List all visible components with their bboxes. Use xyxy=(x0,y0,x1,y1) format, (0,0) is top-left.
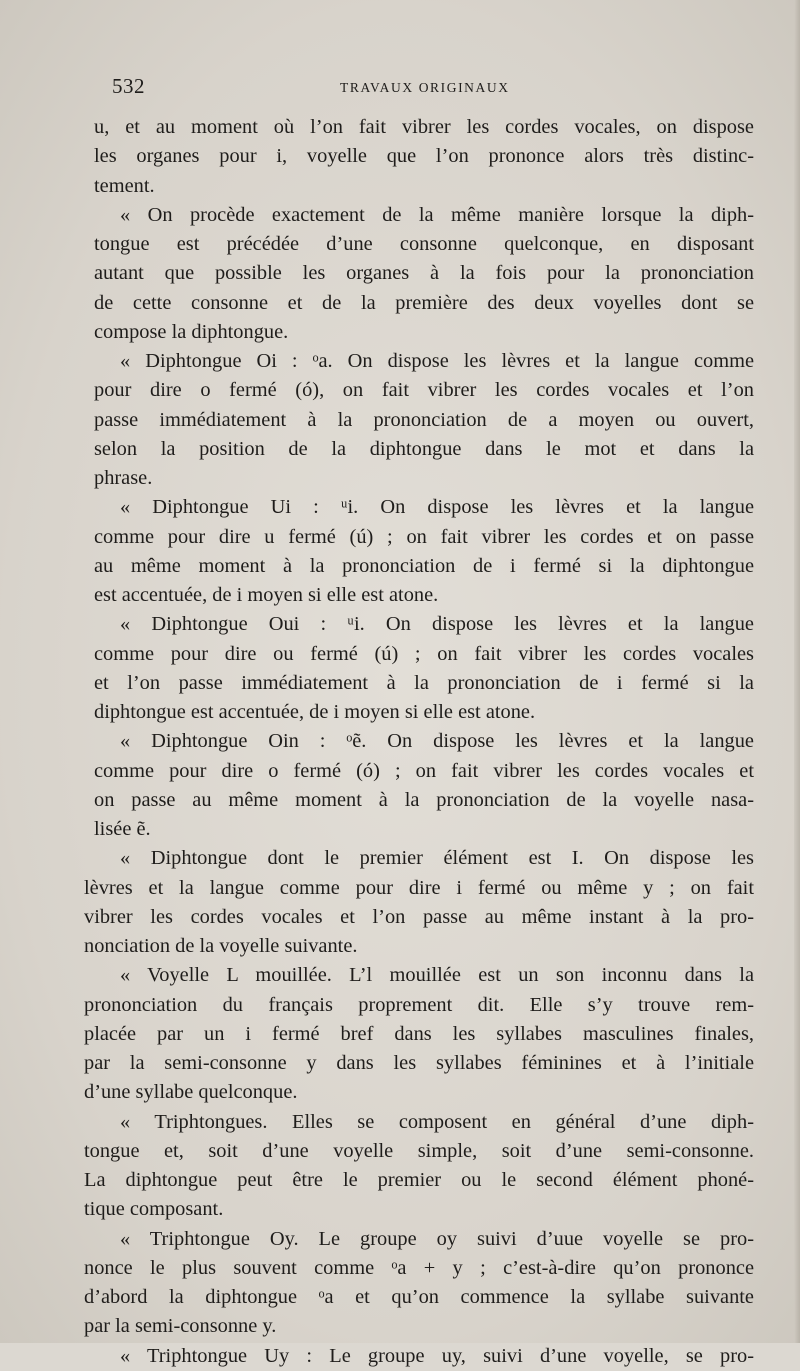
page-number: 532 xyxy=(112,74,145,98)
text-line: de cette consonne et de la première des deux voyelles dont se xyxy=(94,291,754,314)
text-line: « Diphtongue Oui : ᵘi. On dispose les lèvres et la langue xyxy=(120,613,754,636)
text-line: et l’on passe immédiatement à la prononciation de i fermé si la xyxy=(94,671,754,694)
text-line: La diphtongue peut être le premier ou le second élément phoné- xyxy=(84,1169,754,1191)
text-line: phrase. xyxy=(94,467,153,489)
text-line: lèvres et la langue comme pour dire i fermé ou même y ; on fait xyxy=(84,876,754,899)
text-line: « Triphtongue Oy. Le groupe oy suivi d’uue voyelle se pro- xyxy=(120,1227,754,1250)
page-edge-shadow xyxy=(794,0,800,1343)
text-line: u, et au moment où l’on fait vibrer les cordes vocales, on dispose xyxy=(94,116,754,138)
text-line: comme pour dire ou fermé (ú) ; on fait vibrer les cordes vocales xyxy=(94,642,754,665)
page-header xyxy=(112,74,532,104)
text-line: « Diphtongue dont le premier élément est I. On dispose les xyxy=(120,847,754,870)
text-line: prononciation du français proprement dit. Elle s’y trouve rem- xyxy=(84,993,754,1016)
text-line: par la semi-consonne y. xyxy=(84,1315,277,1338)
text-line: tongue est précédée d’une consonne quelconque, en disposant xyxy=(94,233,754,255)
text-line: comme pour dire u fermé (ú) ; on fait vibrer les cordes et on passe xyxy=(94,525,754,548)
text-line: « Diphtongue Oi : ᵒa. On dispose les lèvres et la langue comme xyxy=(120,350,754,372)
text-line: comme pour dire o fermé (ó) ; on fait vibrer les cordes vocales et xyxy=(94,759,754,782)
text-line: placée par un i fermé bref dans les syllabes masculines finales, xyxy=(84,1022,754,1045)
text-line: est accentuée, de i moyen si elle est atone. xyxy=(94,584,439,606)
text-line: au même moment à la prononciation de i fermé si la diphtongue xyxy=(94,554,754,577)
text-line: tement. xyxy=(94,174,155,197)
running-title: TRAVAUX ORIGINAUX xyxy=(340,80,510,95)
text-line: tique composant. xyxy=(84,1198,224,1221)
text-line: autant que possible les organes à la fois pour la prononciation xyxy=(94,262,754,285)
text-line: les organes pour i, voyelle que l’on prononce alors très distinc- xyxy=(94,145,754,168)
text-line: lisée ẽ. xyxy=(94,818,151,840)
text-line: « Diphtongue Ui : ᵘi. On dispose les lèvres et la langue xyxy=(120,496,754,519)
text-line: selon la position de la diphtongue dans le mot et dans la xyxy=(94,437,754,460)
text-line: « Voyelle L mouillée. L’l mouillée est un son inconnu dans la xyxy=(120,964,754,987)
text-line: « Triphtongues. Elles se composent en général d’une diph- xyxy=(120,1110,754,1133)
text-line: on passe au même moment à la prononciation de la voyelle nasa- xyxy=(94,788,754,811)
text-line: pour dire o fermé (ó), on fait vibrer les cordes vocales et l’on xyxy=(94,379,754,402)
text-line: compose la diphtongue. xyxy=(94,320,289,343)
text-line: nonciation de la voyelle suivante. xyxy=(84,935,358,957)
text-line: tongue et, soit d’une voyelle simple, soit d’une semi-consonne. xyxy=(84,1139,754,1162)
text-line: diphtongue est accentuée, de i moyen si elle est atone. xyxy=(94,701,536,723)
text-line: vibrer les cordes vocales et l’on passe au même instant à la pro- xyxy=(84,905,754,928)
text-line: « Triphtongue Uy : Le groupe uy, suivi d’une voyelle, se pro- xyxy=(120,1344,754,1367)
text-line: d’une syllabe quelconque. xyxy=(84,1081,298,1104)
text-line: d’abord la diphtongue ᵒa et qu’on commence la syllabe suivante xyxy=(84,1286,754,1308)
text-line: par la semi-consonne y dans les syllabes féminines et à l’initiale xyxy=(84,1052,754,1074)
body-text xyxy=(84,113,754,1371)
text-line: « Diphtongue Oin : ᵒẽ. On dispose les lèvres et la langue xyxy=(120,730,754,753)
text-line: « On procède exactement de la même manière lorsque la diph- xyxy=(120,203,754,226)
text-line: nonce le plus souvent comme ᵒa + y ; c’est-à-dire qu’on prononce xyxy=(84,1256,754,1279)
text-line: passe immédiatement à la prononciation de a moyen ou ouvert, xyxy=(94,408,754,431)
